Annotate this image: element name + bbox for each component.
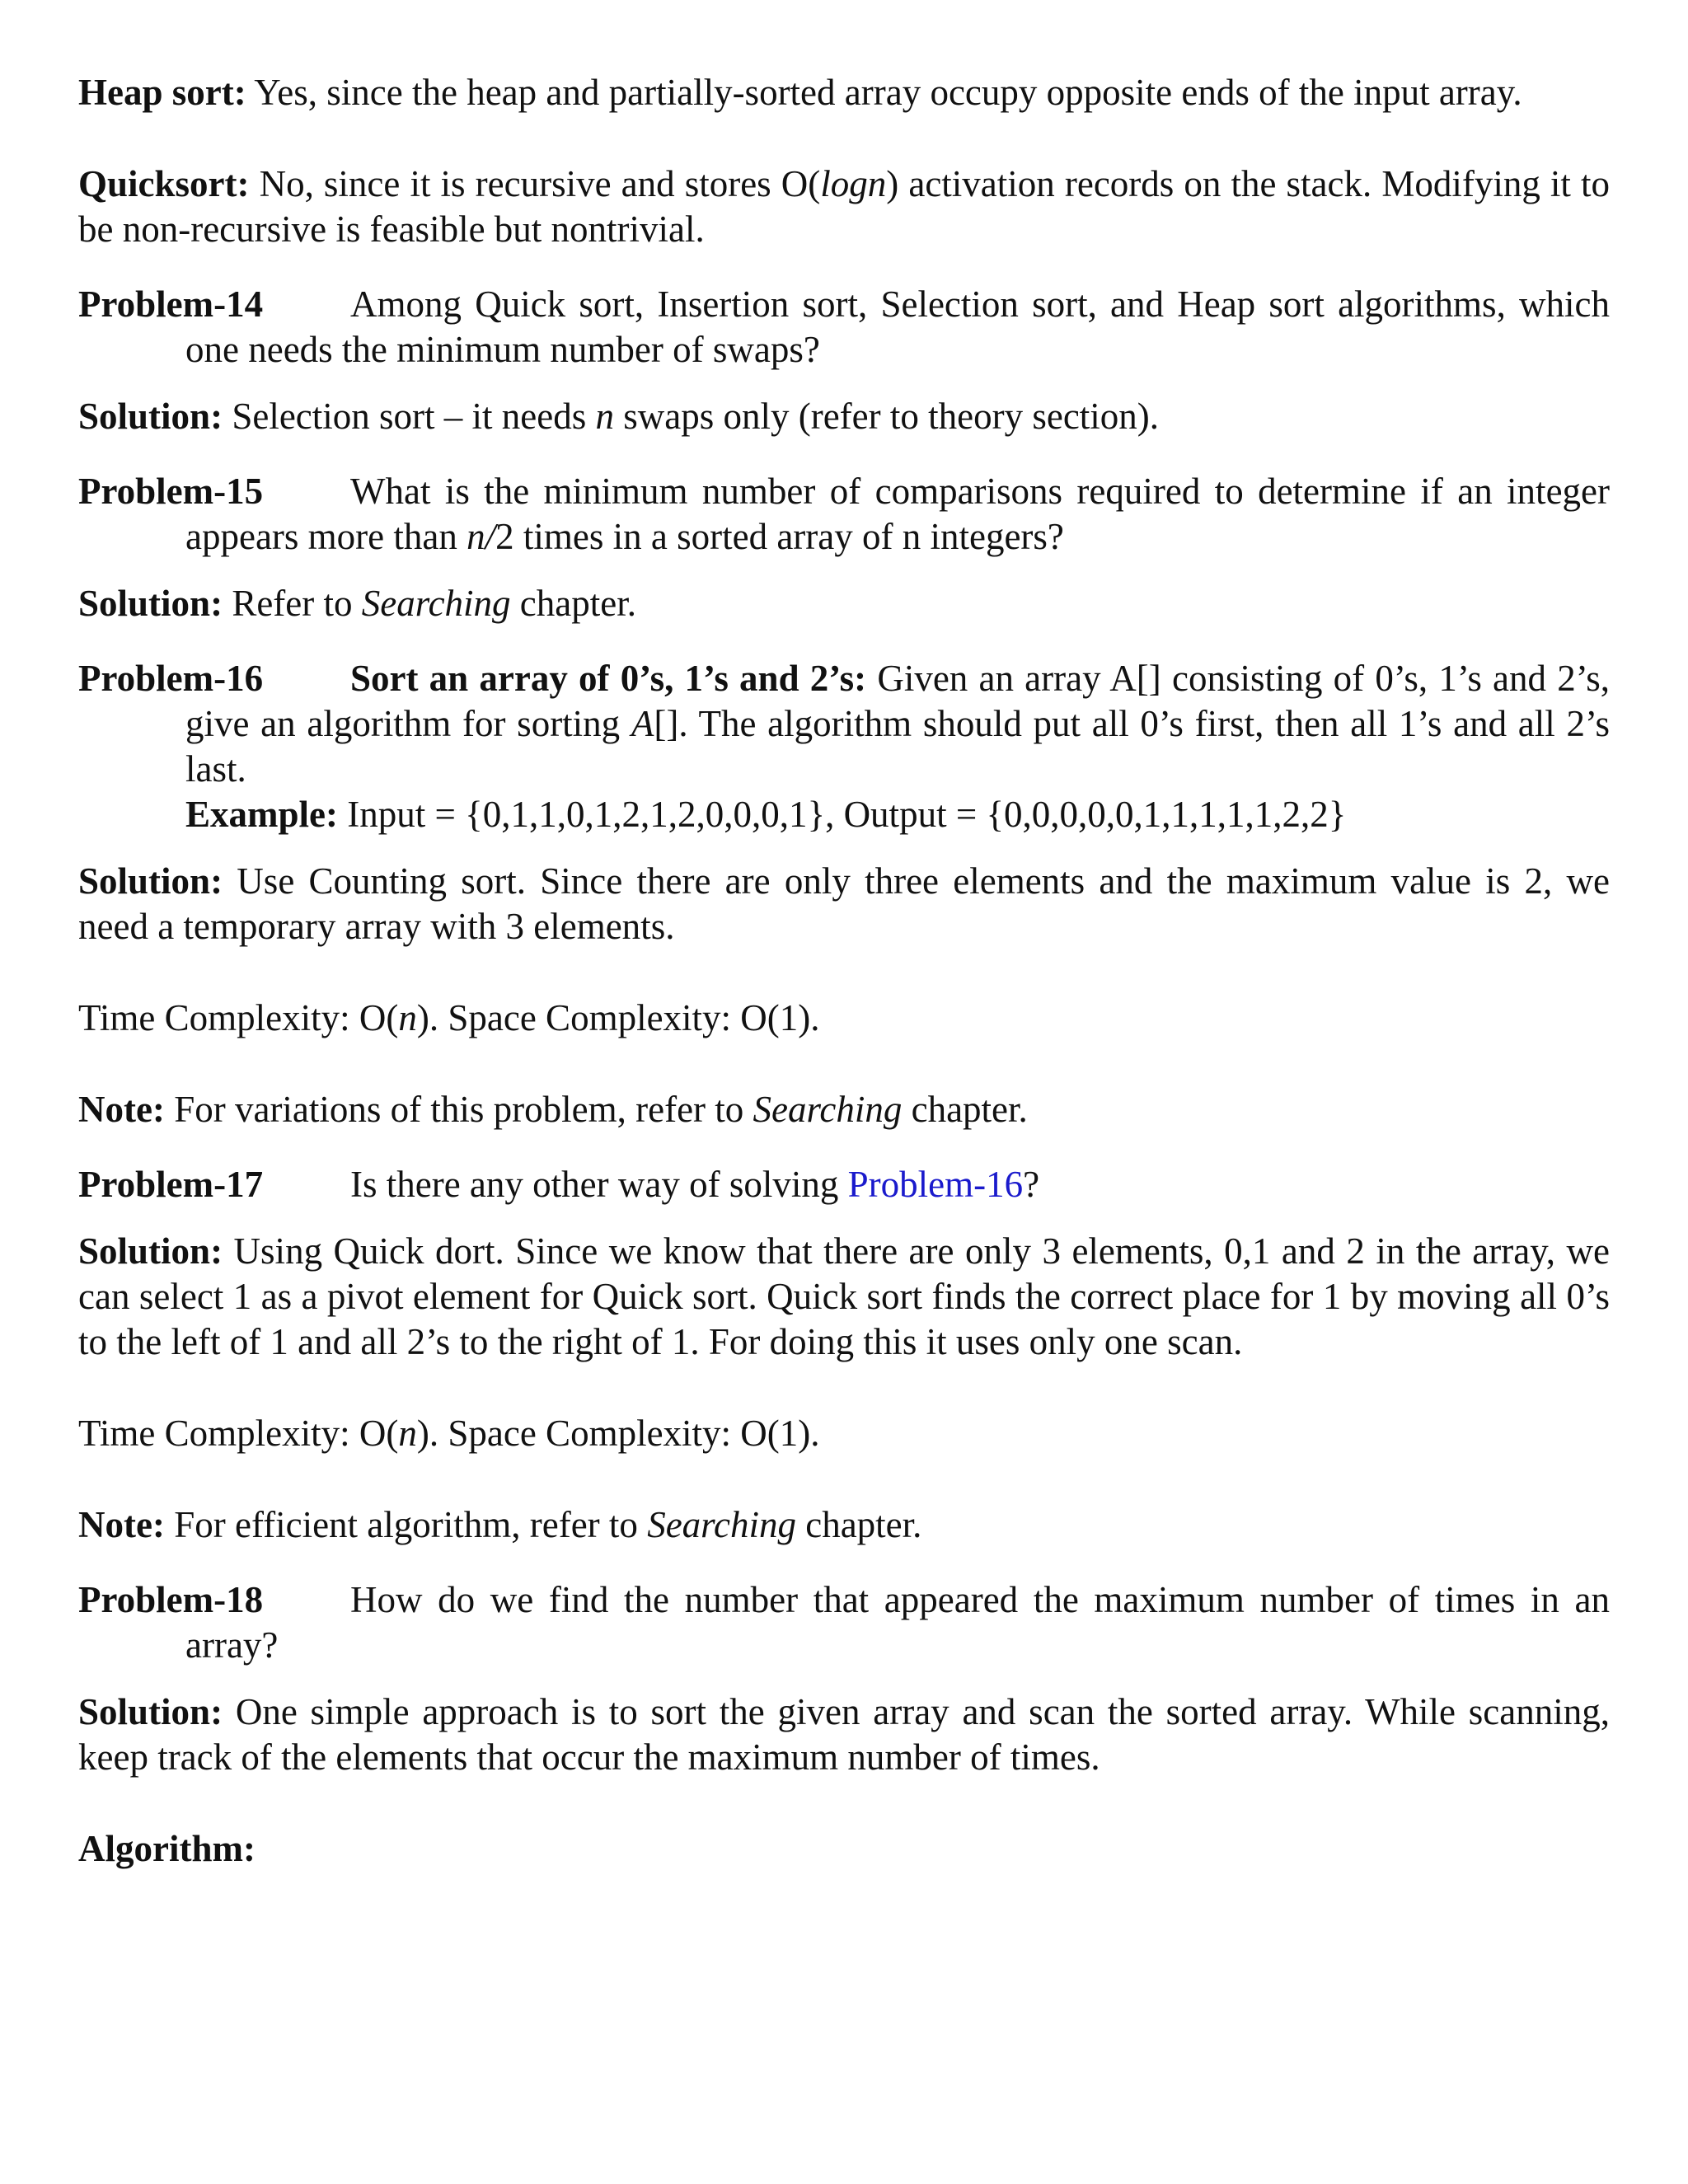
complexity-2-italic: n [398, 1413, 417, 1454]
quicksort-text-a: No, since it is recursive and stores O( [249, 163, 821, 204]
solution-18 [78, 1690, 1610, 1780]
note-1-label: Note: [78, 1089, 165, 1130]
solution-16-label: Solution: [78, 860, 223, 902]
quicksort-label: Quicksort: [78, 163, 250, 204]
problem-18 [78, 1577, 1610, 1668]
note-1-text-a: For variations of this problem, refer to [164, 1089, 753, 1130]
heap-sort-paragraph [78, 70, 1610, 115]
solution-16 [78, 859, 1610, 949]
solution-17 [78, 1229, 1610, 1365]
note-2-text-a: For efficient algorithm, refer to [164, 1504, 648, 1545]
complexity-1 [78, 996, 1610, 1041]
problem-14-label: Problem-14 [78, 284, 264, 325]
problem-15-text-a: What is the minimum number of comparisons required to determine if an integer appears more than [185, 471, 1610, 557]
complexity-1-text-b: ). Space Complexity: O(1). [416, 997, 820, 1038]
solution-17-label: Solution: [78, 1230, 223, 1272]
algorithm-heading [78, 1826, 1610, 1872]
quicksort-text-b: ) activation records on the stack. Modifying it to be non-recursive is feasible but nontrivial. [78, 163, 1611, 250]
problem-16 [78, 656, 1610, 792]
problem-16-italic: A [631, 703, 654, 744]
solution-14-label: Solution: [78, 396, 223, 437]
solution-14-text-a: Selection sort – it needs [223, 396, 596, 437]
problem-16-text-b: []. The algorithm should put all 0’s first, then all 1’s and all 2’s last. [185, 703, 1610, 790]
problem-18-text: How do we find the number that appeared the maximum number of times in an array? [185, 1579, 1610, 1666]
problem-15-text-b: 2 times in a sorted array of n integers? [495, 516, 1064, 557]
problem-14-text: Among Quick sort, Insertion sort, Selection sort, and Heap sort algorithms, which one needs the minimum number of swaps? [185, 284, 1610, 370]
complexity-2-text-b: ). Space Complexity: O(1). [416, 1413, 820, 1454]
problem-14 [78, 282, 1610, 373]
note-1-italic: Searching [753, 1089, 903, 1130]
complexity-2-text-a: Time Complexity: O( [78, 1413, 399, 1454]
note-2-label: Note: [78, 1504, 165, 1545]
problem-16-label: Problem-16 [78, 658, 264, 699]
note-1 [78, 1087, 1610, 1132]
solution-18-label: Solution: [78, 1691, 223, 1732]
problem-17-text: Is there any other way of solving [350, 1164, 848, 1205]
solution-15-label: Solution: [78, 583, 223, 624]
heap-sort-text: Yes, since the heap and partially-sorted array occupy opposite ends of the input array. [246, 72, 1522, 113]
problem-15-label: Problem-15 [78, 471, 264, 512]
note-1-text-b: chapter. [902, 1089, 1028, 1130]
solution-14-text-b: swaps only (refer to theory section). [613, 396, 1160, 437]
problem-18-label: Problem-18 [78, 1579, 264, 1620]
solution-14 [78, 394, 1610, 439]
note-2 [78, 1502, 1610, 1548]
problem-16-text-a: Given an array A[] consisting of 0’s, 1’s and 2’s, give an algorithm for sorting [185, 658, 1610, 744]
problem-17 [78, 1162, 1610, 1207]
solution-15 [78, 581, 1610, 626]
algorithm-label: Algorithm: [78, 1828, 256, 1869]
problem-15-italic: n/ [467, 516, 496, 557]
complexity-1-text-a: Time Complexity: O( [78, 997, 399, 1038]
solution-14-italic: n [595, 396, 614, 437]
solution-15-italic: Searching [361, 583, 511, 624]
solution-15-text-a: Refer to [223, 583, 362, 624]
problem-16-link[interactable]: Problem-16 [847, 1164, 1024, 1205]
complexity-1-italic: n [398, 997, 417, 1038]
problem-16-example [78, 792, 1610, 837]
solution-16-text: Use Counting sort. Since there are only three elements and the maximum value is 2, we need a temporary array with 3 elements. [78, 860, 1610, 947]
problem-15 [78, 469, 1610, 560]
quicksort-paragraph [78, 162, 1610, 252]
solution-15-text-b: chapter. [510, 583, 636, 624]
heap-sort-label: Heap sort: [78, 72, 246, 113]
solution-18-text: One simple approach is to sort the given array and scan the sorted array. While scanning, keep track of the elements that occur the maximum number of times. [78, 1691, 1610, 1778]
example-text: Input = {0,1,1,0,1,2,1,2,0,0,0,1}, Output = {0,0,0,0,0,1,1,1,1,1,2,2} [338, 794, 1347, 835]
problem-16-bold: Sort an array of 0’s, 1’s and 2’s: [350, 658, 867, 699]
example-label: Example: [185, 794, 338, 835]
complexity-2 [78, 1411, 1610, 1456]
problem-17-text-b: ? [1023, 1164, 1040, 1205]
problem-17-label: Problem-17 [78, 1164, 264, 1205]
document-page [78, 70, 1610, 1872]
note-2-italic: Searching [647, 1504, 796, 1545]
note-2-text-b: chapter. [795, 1504, 922, 1545]
solution-17-text: Using Quick dort. Since we know that there are only 3 elements, 0,1 and 2 in the array, we can select 1 as a pivot element for Quick sort. Quick sort finds the correct place for 1 by moving all 0’s to the left of 1 and all 2’s to the right of 1. For doing this it uses only one scan. [78, 1230, 1610, 1362]
quicksort-italic: logn [820, 163, 887, 204]
